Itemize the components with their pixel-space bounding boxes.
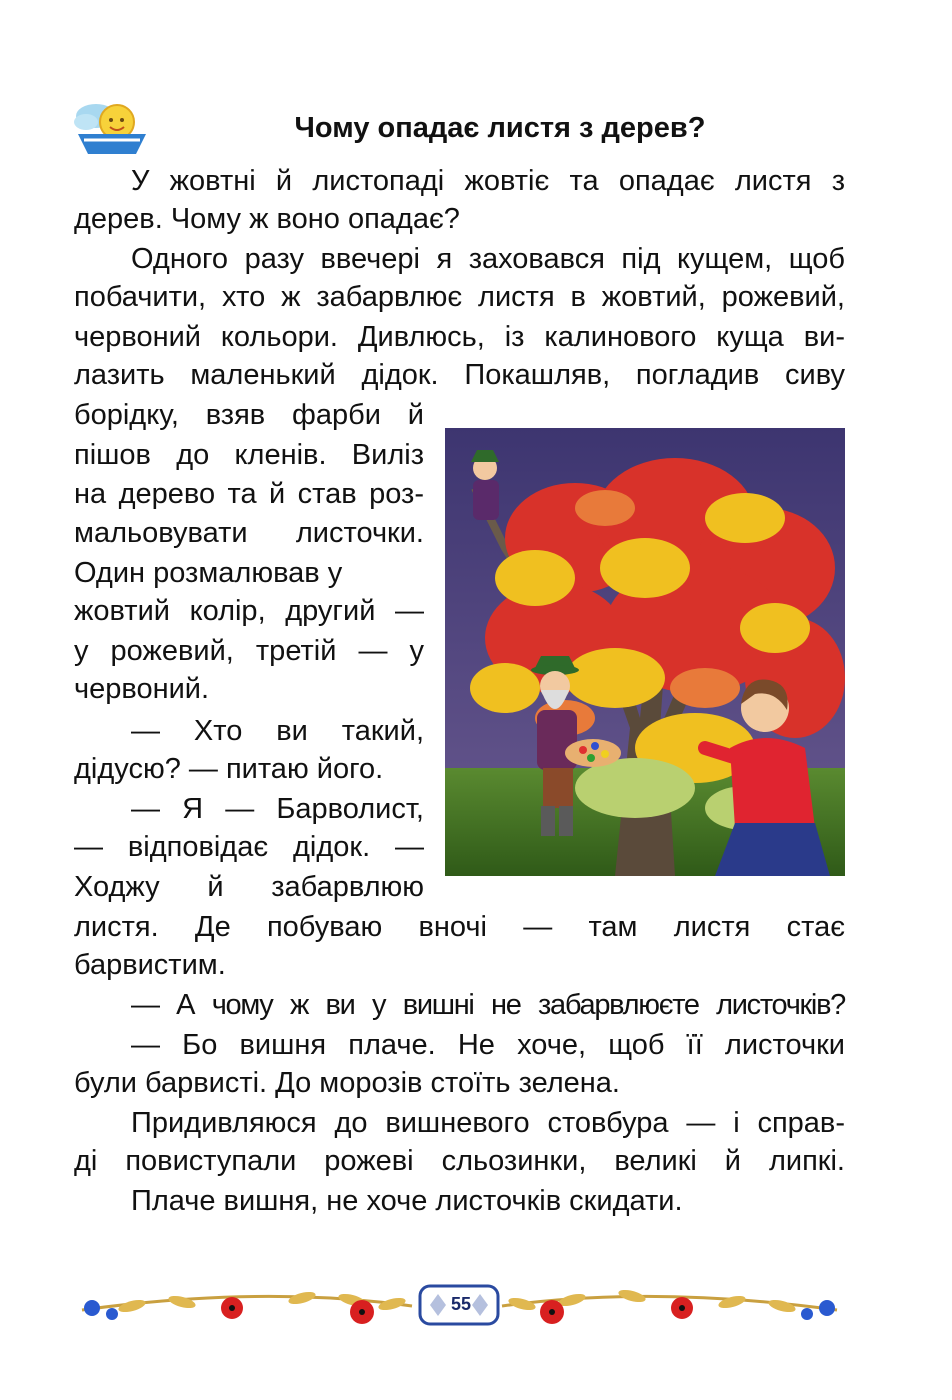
paragraph-line: Один розмалював у [74,557,343,589]
page-number: 55 [450,1294,472,1314]
paragraph-line: пішов до кленів. Виліз [74,439,424,471]
paragraph-line: дерев. Чому ж воно опадає? [74,203,460,235]
paragraph-line: Плаче вишня, не хоче листочків скидати. [131,1185,683,1217]
paragraph-line: — відповідає дідок. — [74,831,424,863]
paragraph-line: — Бо вишня плаче. Не хоче, щоб її листочки [131,1029,845,1061]
paragraph-line: ді повиступали рожеві сльозинки, великі й липкі. [74,1145,845,1177]
paragraph-line: Одного разу ввечері я заховався під кущем, щоб [131,243,845,275]
autumn-tree-illustration [445,428,845,876]
paragraph-line: жовтий колір, другий — [74,595,424,627]
paragraph-line: Ходжу й забарвлюю [74,871,424,903]
paragraph-line: — А чому ж ви у вишні не забарвлюєте листочків? [131,989,845,1021]
paragraph-line: побачити, хто ж забарвлює листя в жовтий, рожевий, [74,281,845,313]
paragraph-line: дідусю? — питаю його. [74,753,384,785]
paragraph-line: були барвисті. До морозів стоїть зелена. [74,1067,620,1099]
paragraph-line: — Я — Барволист, [131,793,424,825]
paragraph-line: червоний. [74,673,210,705]
paragraph-line: борідку, взяв фарби й [74,399,424,431]
paragraph-line: барвистим. [74,949,226,981]
page-title: Чому опадає листя з дерев? [294,112,706,144]
paragraph-line: мальовувати листочки. [74,517,424,549]
paragraph-line: — Хто ви такий, [131,715,424,747]
paragraph-line: У жовтні й листопаді жовтіє та опадає листя з [131,165,845,197]
paragraph-line: лазить маленький дідок. Покашляв, погладив сиву [74,359,845,391]
paragraph-line: листя. Де побуваю вночі — там листя стає [74,911,845,943]
paragraph-line: у рожевий, третій — у [74,635,424,667]
sun-in-boat-icon [72,96,150,158]
paragraph-line: Придивляюся до вишневого стовбура — і справ- [131,1107,845,1139]
paragraph-line: на дерево та й став роз- [74,478,424,510]
paragraph-line: червоний кольори. Дивлюсь, із калинового куща ви- [74,321,845,353]
